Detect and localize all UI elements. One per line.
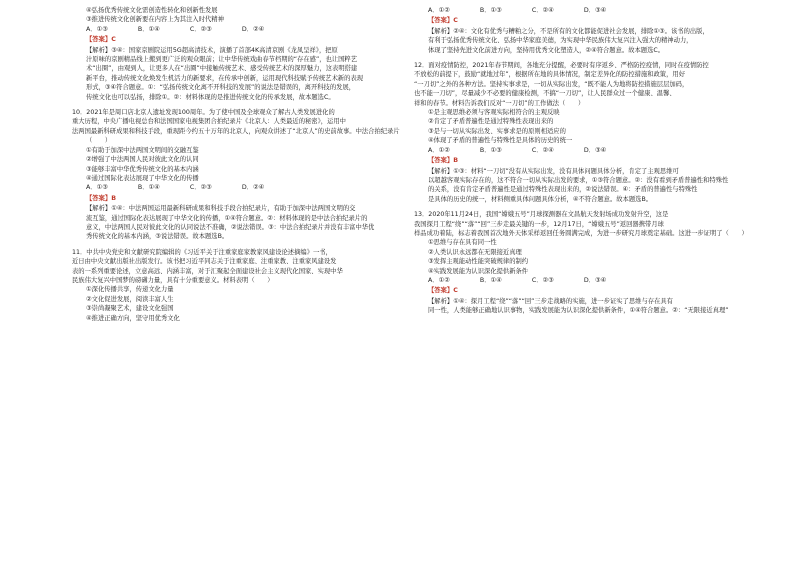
choice-c[interactable]: C．②③ bbox=[189, 184, 212, 192]
choice-b[interactable]: B．①④ bbox=[137, 25, 160, 33]
choice-a[interactable]: A．①② bbox=[428, 7, 450, 14]
option-line: ②增强了中法两国人民对彼此文化的认同 bbox=[86, 156, 199, 164]
answer-label: 【答案】C bbox=[428, 287, 458, 295]
right-column bbox=[414, 6, 754, 316]
choice-c[interactable]: C．②③ bbox=[531, 276, 554, 284]
analysis-line: 有利于弘扬优秀传统文化、弘扬中华家庭美德，为实现中华民族伟大复兴注入强大的精神动力， bbox=[428, 37, 693, 45]
choice-b[interactable]: B．①③ bbox=[479, 7, 502, 14]
choice-d[interactable]: D．③④ bbox=[583, 146, 607, 154]
analysis-line: 意义，中法两国人民对彼此文化的认同说法不准确，②说法错误。③：中法合拍纪录片并没有丰富中华优 bbox=[86, 223, 375, 231]
choice-a[interactable]: A．①② bbox=[428, 276, 450, 284]
question-13-line: 样品成功着陆，标志着我国首次地外天体采样返回任务圆满完成，为进一步研究月球奠定基础。这进一步证明了（ ） bbox=[414, 229, 748, 237]
choice-d[interactable]: D．③④ bbox=[583, 276, 607, 284]
choice-row bbox=[414, 6, 754, 15]
left-column bbox=[72, 6, 412, 323]
option-line: ③发挥主观能动性能突破规律的制约 bbox=[428, 258, 529, 266]
analysis-line: 的关系，没有肯定矛盾普遍性是通过特殊性表现出来的，②说法错误。④：矛盾的普遍性与特殊性 bbox=[428, 186, 698, 194]
analysis-line: 是具体的历史的统一，材料侧重具体问题具体分析，④不符合题意。故本题选B。 bbox=[428, 195, 653, 203]
choice-a[interactable]: A．①③ bbox=[86, 25, 108, 33]
choice-row bbox=[72, 25, 412, 34]
choice-d[interactable]: D．②④ bbox=[241, 184, 265, 192]
analysis-line: 流互鉴，通过国际化表达展现了中华文化的传播，①④符合题意。②：材料体现的是中法合拍纪录片的 bbox=[86, 214, 368, 222]
answer-label: 【答案】B bbox=[86, 194, 116, 202]
question-11-line: 表的一系列重要论述，立意高远、内涵丰富，对于汇聚起全面建设社会主义现代化国家、实现中华 bbox=[72, 267, 343, 275]
answer-label: 【答案】B bbox=[428, 157, 458, 165]
analysis-line: 【解析】①③：材料“一刀切”没有从实际出发，没有具体问题具体分析，肯定了主观思维可 bbox=[428, 167, 679, 175]
answer-label: 【答案】C bbox=[86, 36, 116, 44]
choice-a[interactable]: A．①② bbox=[428, 146, 450, 154]
option-line: ④通过国际化表达展现了中华文化的传播 bbox=[86, 174, 199, 182]
analysis-line: 体现了坚持先进文化前进方向，坚持用优秀文化塑造人，②④符合题意。故本题选C。 bbox=[428, 46, 665, 54]
option-line: ③推进传统文化创新要在内容上为其注入时代精神 bbox=[86, 16, 224, 24]
choice-b[interactable]: B．①④ bbox=[479, 276, 502, 284]
analysis-line: 同一性，人类能够正确地认识事物，实践发展能为认识深化提供新条件，①④符合题意。②：“无限接近真理” bbox=[428, 307, 729, 315]
question-10-line: 重大历程，中央广播电视总台和法国国家电视集团合拍纪录片《北京人：人类最近的秘密》，运用中 bbox=[72, 118, 346, 126]
analysis-line: 汁原味的京剧精品线上搬到更广泛的观众眼前；让中华传统戏曲春节档期的“存在感”，也让国粹艺 bbox=[86, 56, 357, 64]
option-line: ③能够丰富中华优秀传统文化的基本内涵 bbox=[86, 165, 199, 173]
choice-a[interactable]: A．①③ bbox=[86, 184, 108, 192]
choice-row bbox=[72, 183, 412, 192]
question-13-line: 13．2020年11月24日，我国“嫦娥五号”月球探测器在文昌航天发射场成功发射升空，这是 bbox=[414, 211, 669, 219]
option-line: ④实践发展能为认识深化提供新条件 bbox=[428, 267, 529, 275]
option-line: ②人类认识永远都在无限接近真理 bbox=[428, 248, 522, 256]
question-10-line: 法两国最新科研成果和科技手段，重现距今约五十万年的北京人，向观众讲述了“北京人”的史前故事。中法合拍纪录片 bbox=[72, 127, 400, 135]
question-12-line: 不放松的前提下，鼓励“就地过年”，根据所在地的具体情况，制定差异化的防控措施和政策，用好 bbox=[414, 71, 685, 79]
option-line: ①思维与存在具有同一性 bbox=[428, 239, 497, 247]
option-line: ③崇尚凝聚艺术，建设文化强国 bbox=[86, 305, 174, 313]
answer-label: 【答案】C bbox=[428, 17, 458, 25]
analysis-line: 【解析】③④：国家京剧院运用5G超高清技术，演播了首部4K高清京剧《龙凤呈祥》，把原 bbox=[86, 46, 338, 54]
question-10-line: （ ） bbox=[86, 137, 112, 145]
option-line: ①是主观思维必须与客观实际相符合的主观反映 bbox=[428, 109, 560, 117]
choice-d[interactable]: D．②④ bbox=[241, 25, 265, 33]
question-11-line: 11．中共中央党史和文献研究院编辑的《习近平关于注重家庭家教家风建设论述摘编》一书， bbox=[72, 248, 332, 256]
choice-d[interactable]: D．③④ bbox=[583, 7, 607, 14]
choice-c[interactable]: C．②③ bbox=[189, 25, 212, 33]
option-line: ②文化促进发展，阅读丰富人生 bbox=[86, 295, 174, 303]
choice-c[interactable]: C．②④ bbox=[531, 146, 554, 154]
analysis-line: 形式，③④符合题意。①：“弘扬传统文化离不开科技的发展”的说法是错误的，离开科技的发展， bbox=[86, 84, 356, 92]
option-line: ①有助于加深中法两国文明间的交融互鉴 bbox=[86, 146, 199, 154]
analysis-line: 以超越客观实际存在的，这不符合一切从实际出发的要求，①③符合题意。②：没有看到矛盾普遍性和特殊性 bbox=[428, 176, 729, 184]
analysis-line: 【解析】①④：中法两国运用最新科研成果和科技手段合拍纪录片，有助于加深中法两国文明的交 bbox=[86, 205, 356, 213]
question-12-line: 12．面对疫情防控，2021年春节期间，各地充分提醒，必要时有序返乡、严格防控疫情，同时在疫情防控 bbox=[414, 62, 709, 70]
option-line: ④推进正确方向，坚守用优秀文化 bbox=[86, 314, 180, 322]
option-line: ④弘扬优秀传统文化需创造性转化和创新性发展 bbox=[86, 7, 218, 14]
analysis-line: 【解析】①④：探月工程“绕”“落”“回”三步走战略的实施，进一步证实了思维与存在具有 bbox=[428, 297, 673, 305]
question-12-line: 也不能一刀切”，尽量减少不必要的健康检测，不搞“一刀切”，让人民群众过一个健康、温馨、 bbox=[414, 90, 676, 98]
question-11-line: 近日由中央文献出版社出版发行。该书把习近平同志关于注重家庭、注重家教、注重家风建设发 bbox=[72, 258, 337, 266]
question-10-line: 10．2021年是周口店北京人遗址发现100周年。为了使中国及全球观众了解古人类发展进化的 bbox=[72, 109, 335, 117]
analysis-line: 秀传统文化的基本内涵，③说法错误。故本题选B。 bbox=[86, 233, 229, 241]
question-11-line: 民族伟大复兴中国梦的磅礴力量，具有十分重要意义。材料表明（ ） bbox=[72, 276, 274, 284]
question-12-line: 祥和的春节。材料告诉我们反对“一刀切”的工作做法（ ） bbox=[414, 99, 585, 107]
question-13-line: 我国探月工程“绕”“落”“回”三步走最关键的一步，12月17日，“嫦娥五号”返回器携带月球 bbox=[414, 220, 664, 228]
option-line: ②肯定了矛盾普遍性是通过特殊性表现出来的 bbox=[428, 118, 554, 126]
choice-row bbox=[414, 276, 754, 285]
option-line: ④体现了矛盾的普遍性与特殊性是具体的历史的统一 bbox=[428, 137, 573, 145]
option-line: ③是与一切从实际出发、实事求是的原则相适应的 bbox=[428, 127, 566, 135]
question-12-line: “一刀切”之外的各种方法。坚持实事求是，一切从实际出发，“既不能人为地将防控措施层层加码， bbox=[414, 80, 689, 88]
choice-c[interactable]: C．②④ bbox=[531, 7, 554, 14]
choice-b[interactable]: B．①③ bbox=[479, 146, 502, 154]
analysis-line: 【解析】②④：文化有优秀与糟粕之分，不是所有的文化都能促进社会发展，排除①③。该书的出版， bbox=[428, 27, 709, 35]
option-line: ①深化传播共享，传递文化力量 bbox=[86, 286, 174, 294]
analysis-line: 新平台，推动传统文化焕发生机活力的新要求，在传承中创新，运用现代科技赋予传统艺术新的表现 bbox=[86, 74, 364, 82]
analysis-line: 传统文化也可以弘扬，排除①。②：材料体现的是推进传统文化的传承发展，故本题选C。 bbox=[86, 93, 335, 101]
choice-row bbox=[414, 146, 754, 155]
choice-b[interactable]: B．①④ bbox=[137, 184, 160, 192]
analysis-line: 术“出圈”，由观到人，让更多人在“出圈”中接触传统艺术、感受传统艺术的深厚魅力，这表明搭建 bbox=[86, 65, 358, 73]
